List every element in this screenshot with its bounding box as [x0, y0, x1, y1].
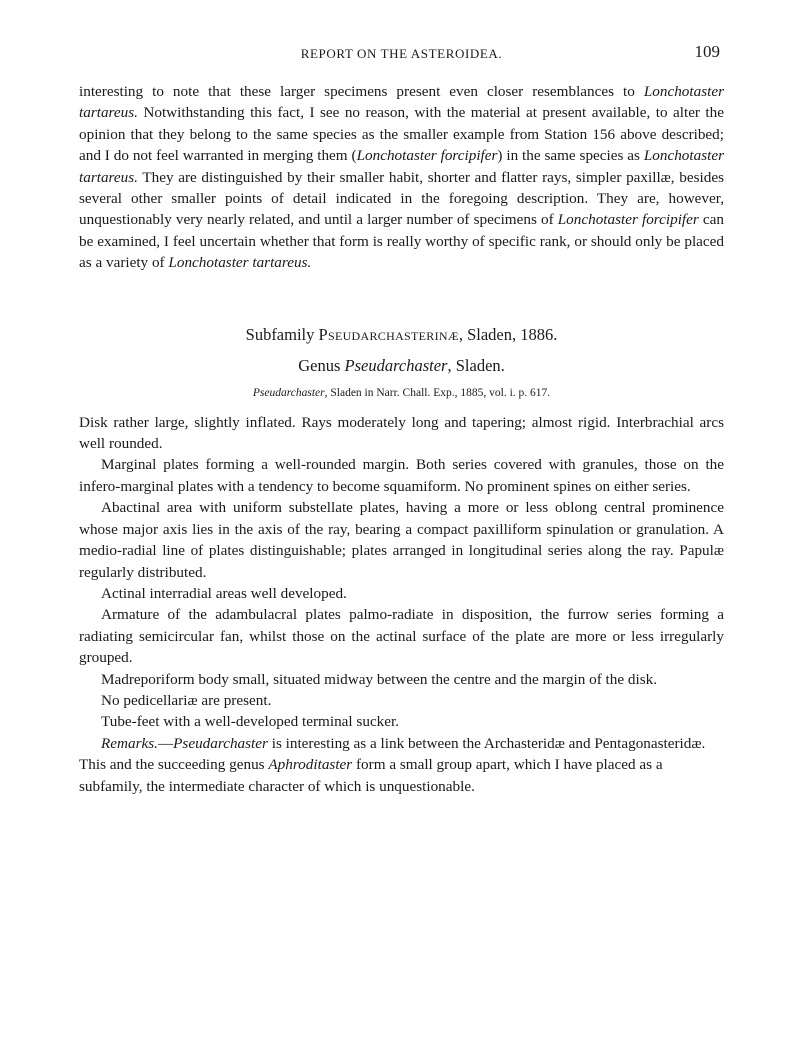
- genus-name: Pseudarchaster: [344, 355, 448, 375]
- paragraph-armature: Armature of the adambulacral plates palmo-radiate in disposition, the furrow series forming a radiating semicircular fan, whilst those on the actinal surface of the plate are more or less irregularly grouped.: [79, 606, 724, 667]
- remarks-text: is interesting as a link between the Archasteridæ and Pentagonasteridæ. This and the succeeding genus: [79, 734, 706, 774]
- reference-genus: Pseudarchaster: [252, 386, 325, 399]
- subfamily-name: Pseudarchasterinæ: [318, 324, 459, 344]
- genus-description: [79, 412, 724, 797]
- intro-text: ) in the same species as: [497, 147, 644, 165]
- remarks-label: Remarks.: [101, 734, 158, 752]
- page: [79, 42, 724, 797]
- paragraph-remarks: [79, 733, 724, 797]
- remarks-text: form a small group apart, which I have placed as a subfamily, the intermediate character of which is unquestionable.: [79, 756, 663, 795]
- intro-paragraph: [79, 81, 724, 274]
- intro-text: They are distinguished by their smaller habit, shorter and flatter rays, simpler paxillæ, besides several other smaller points of detail indicated in the foregoing description. They are, however, unquestionably very nearly related, and until a larger number of specimens of: [79, 168, 724, 229]
- intro-text: interesting to note that these larger specimens present even closer resemblances to: [79, 83, 644, 100]
- intro-text: can be examined, I feel uncertain whether that form is really worthy of specific rank, or should only be placed as a variety of: [79, 211, 724, 272]
- running-title: REPORT ON THE ASTEROIDEA.: [300, 46, 503, 61]
- species-name: Lonchotaster forcipifer: [356, 147, 498, 165]
- remarks-genus-2: Aphroditaster: [268, 756, 353, 774]
- paragraph-pedicellariae: No pedicellariæ are present.: [101, 691, 272, 709]
- running-head: [79, 42, 724, 66]
- species-name: Lonchotaster forcipifer: [557, 211, 699, 229]
- genus-prefix: Genus: [298, 355, 345, 375]
- species-name: Lonchotaster tartareus.: [79, 147, 724, 186]
- paragraph-tube-feet: Tube-feet with a well-developed terminal sucker.: [101, 713, 400, 731]
- subfamily-heading: [79, 324, 724, 346]
- genus-author: , Sladen.: [447, 355, 505, 375]
- genus-reference: [79, 384, 724, 402]
- paragraph-disk: Disk rather large, slightly inflated. Rays moderately long and tapering; almost rigid. Interbrachial arcs well rounded.: [79, 413, 724, 453]
- subfamily-author: , Sladen, 1886.: [458, 324, 558, 344]
- paragraph-actinal-areas: Actinal interradial areas well developed.: [101, 584, 347, 602]
- paragraph-madreporiform: Madreporiform body small, situated midway between the centre and the margin of the disk.: [101, 670, 658, 688]
- remarks-genus: Pseudarchaster: [173, 734, 268, 752]
- paragraph-marginal-plates: Marginal plates forming a well-rounded margin. Both series covered with granules, those on the infero-marginal plates with a tendency to become squamiform. No prominent spines on either series.: [79, 456, 724, 495]
- genus-heading: [79, 355, 724, 377]
- paragraph-abactinal-area: Abactinal area with uniform substellate plates, having a more or less oblong central prominence whose major axis lies in the axis of the ray, bearing a compact paxilliform spinulation or granulation. A medio-radial line of plates distinguishable; plates arranged in longitudinal series along the ray. Papulæ regularly distributed.: [79, 499, 724, 581]
- species-name: Lonchotaster tartareus.: [79, 83, 724, 122]
- page-number: 109: [694, 42, 720, 61]
- reference-text: , Sladen in Narr. Chall. Exp., 1885, vol. i. p. 617.: [324, 386, 551, 399]
- subfamily-prefix: Subfamily: [245, 324, 319, 344]
- remarks-dash: —: [157, 734, 174, 752]
- species-name: Lonchotaster tartareus.: [168, 254, 312, 272]
- intro-text: Notwithstanding this fact, I see no reason, with the material at present available, to alter the opinion that they belong to the same species as the smaller example from Station 156 above described; and I do not feel warranted in merging them (: [79, 104, 724, 165]
